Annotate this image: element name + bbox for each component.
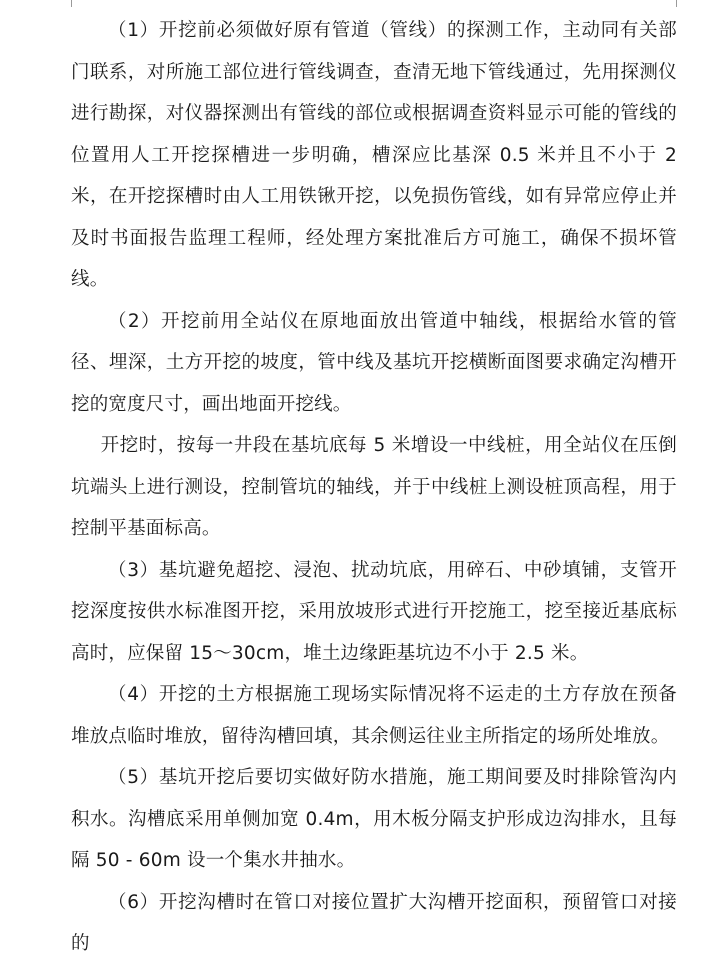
document-body: [71, 10, 677, 965]
margin-corner-mark-right: [676, 0, 677, 7]
paragraph-3: 开挖时，按每一井段在基坑底每 5 米增设一中线桩，用全站仪在压倒坑端头上进行测设，控制管坑的轴线，并于中线桩上测设桩顶高程，用于控制平基面标高。: [71, 435, 677, 539]
paragraph-6: （5）基坑开挖后要切实做好防水措施，施工期间要及时排除管沟内积水。沟槽底采用单侧加宽 0.4m，用木板分隔支护形成边沟排水，且每隔 50 - 60m 设一个集水井抽水。: [71, 767, 677, 871]
paragraph-2: （2）开挖前用全站仪在原地面放出管道中轴线，根据给水管的管径、埋深，土方开挖的坡度，管中线及基坑开挖横断面图要求确定沟槽开挖的宽度尺寸，画出地面开挖线。: [71, 310, 677, 415]
paragraph-4: （3）基坑避免超挖、浸泡、扰动坑底，用碎石、中砂填铺，支管开挖深度按供水标准图开挖，采用放坡形式进行开挖施工，挖至接近基底标高时，应保留 15～30cm，堆土边缘距基坑边不小于 2.5 米。: [71, 559, 677, 664]
paragraph-1: （1）开挖前必须做好原有管道（管线）的探测工作，主动同有关部门联系，对所施工部位进行管线调查，查清无地下管线通过，先用探测仪进行勘探，对仪器探测出有管线的部位或根据调查资料显示可能的管线的位置用人工开挖探槽进一步明确，槽深应比基深 0.5 米并且不小于 2 米，在开挖探槽时由人工用铁锹开挖，以免损伤管线，如有异常应停止并及时书面报告监理工程师，经处理方案批准后方可施工，确保不损坏管线。: [71, 20, 677, 290]
paragraph-7: （6）开挖沟槽时在管口对接位置扩大沟槽开挖面积，预留管口对接的: [71, 891, 677, 954]
paragraph-5: （4）开挖的土方根据施工现场实际情况将不运走的土方存放在预备堆放点临时堆放，留待沟槽回填，其余侧运往业主所指定的场所处堆放。: [71, 684, 677, 747]
margin-corner-mark-left: [71, 0, 72, 7]
